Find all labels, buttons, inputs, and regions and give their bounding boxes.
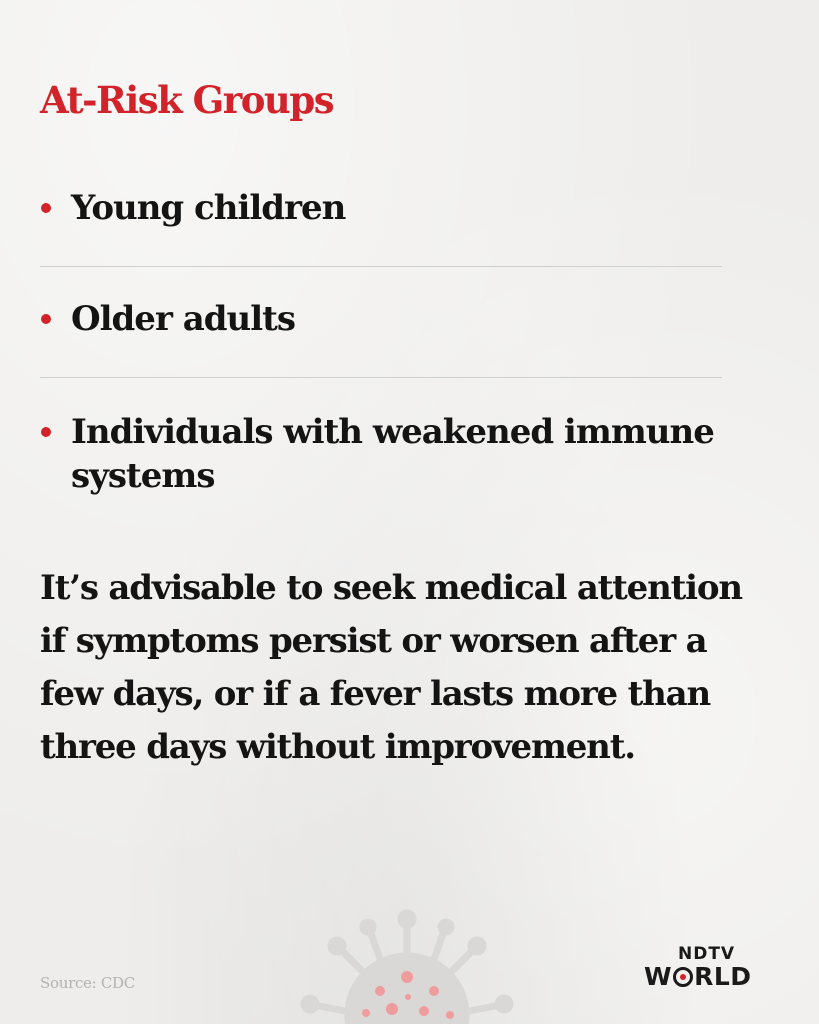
advice-paragraph: It’s advisable to seek medical attention if symptoms persist or worsen after a few days, or if a fever lasts more than three days without improvement.	[40, 568, 742, 767]
virus-illustration-icon	[292, 905, 522, 1024]
at-risk-list	[40, 186, 722, 498]
logo-world-text	[644, 962, 752, 991]
logo-world-prefix: W	[644, 962, 673, 991]
bullet-icon	[41, 314, 51, 324]
list-item-text: Young children	[71, 188, 346, 228]
list-item	[40, 297, 722, 378]
list-item-text: Older adults	[71, 299, 295, 339]
ndtv-world-logo	[642, 944, 792, 994]
list-item-text: Individuals with weakened immune systems	[71, 412, 714, 496]
source-credit: Source: CDC	[40, 974, 135, 992]
list-item	[40, 186, 722, 267]
page-title: At-Risk Groups	[40, 78, 334, 122]
bullet-icon	[41, 203, 51, 213]
list-item	[40, 410, 722, 498]
globe-icon	[673, 967, 693, 987]
bullet-icon	[41, 427, 51, 437]
logo-ndtv-text: NDTV	[678, 944, 736, 964]
logo-world-suffix: RLD	[694, 962, 752, 991]
